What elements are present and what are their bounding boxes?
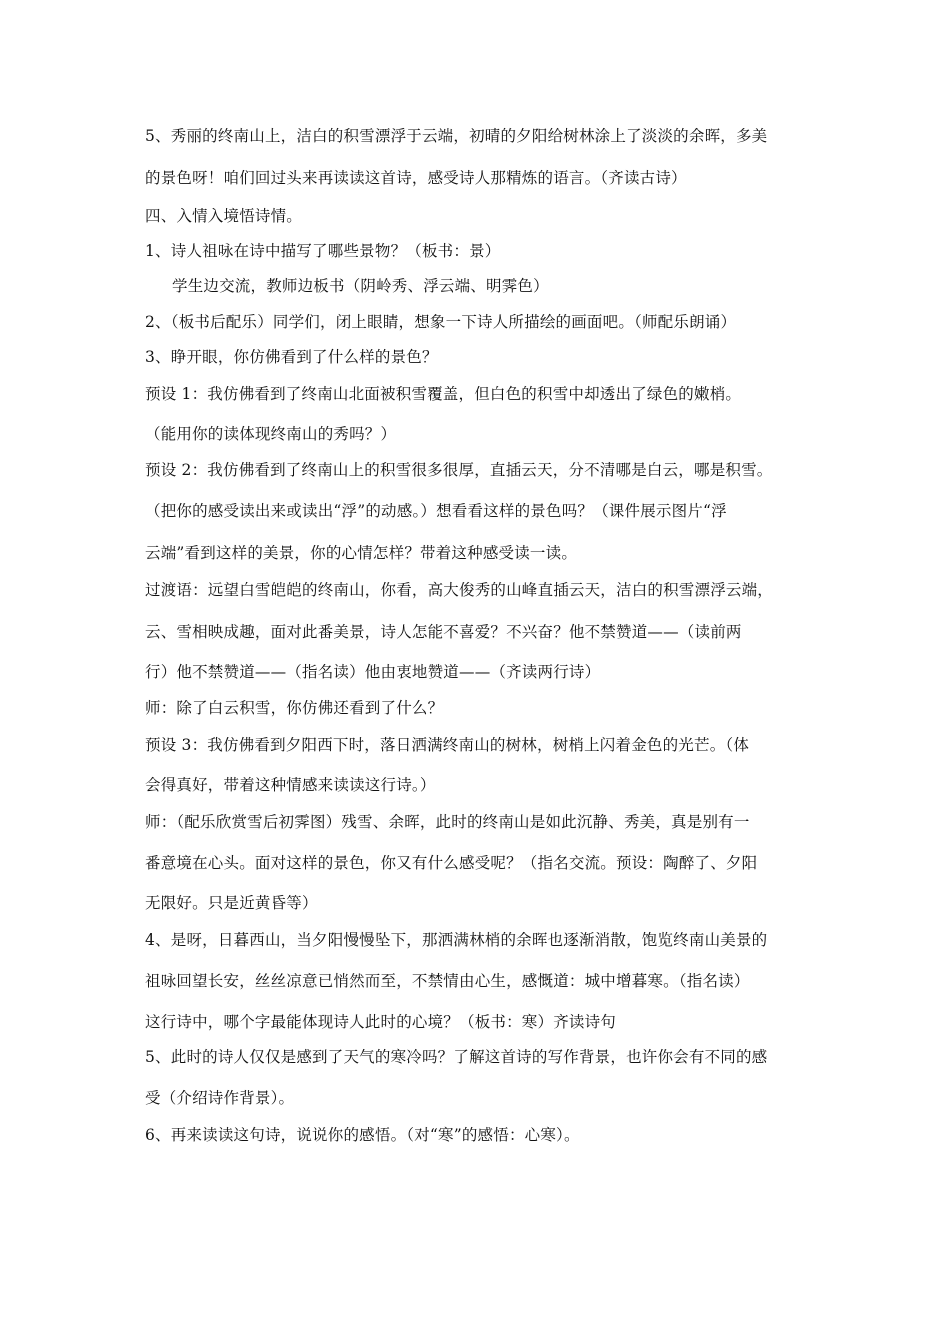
- text-line: 预设 2：我仿佛看到了终南山上的积雪很多很厚，直插云天，分不清哪是白云，哪是积雪。: [145, 461, 773, 479]
- text-line: 5、秀丽的终南山上，洁白的积雪漂浮于云端，初晴的夕阳给树林涂上了淡淡的余晖，多美: [145, 127, 768, 145]
- text-line: 云、雪相映成趣，面对此番美景，诗人怎能不喜爱？不兴奋？他不禁赞道——（读前两: [145, 623, 742, 641]
- text-line: 2、（板书后配乐）同学们，闭上眼睛，想象一下诗人所描绘的画面吧。（师配乐朗诵）: [145, 313, 737, 331]
- text-line: 师：除了白云积雪，你仿佛还看到了什么？: [145, 699, 444, 717]
- text-line: 会得真好，带着这种情感来读读这行诗。）: [145, 776, 436, 794]
- text-line: 5、此时的诗人仅仅是感到了天气的寒冷吗？了解这首诗的写作背景，也许你会有不同的感: [145, 1048, 768, 1066]
- text-line: 预设 3：我仿佛看到夕阳西下时，落日洒满终南山的树林，树梢上闪着金色的光芒。（体: [145, 736, 750, 754]
- text-line: 行）他不禁赞道——（指名读）他由衷地赞道——（齐读两行诗）: [145, 663, 601, 681]
- text-line: 师：（配乐欣赏雪后初霁图）残雪、余晖，此时的终南山是如此沉静、秀美，真是别有一: [145, 813, 750, 831]
- text-line: 预设 1：我仿佛看到了终南山北面被积雪覆盖，但白色的积雪中却透出了绿色的嫩梢。: [145, 385, 742, 403]
- text-line: 学生边交流，教师边板书（阴岭秀、浮云端、明霁色）: [172, 277, 549, 295]
- text-line: 3、睁开眼，你仿佛看到了什么样的景色？: [145, 348, 438, 366]
- text-line: 1、诗人祖咏在诗中描写了哪些景物？（板书：景）: [145, 242, 501, 260]
- text-line: 的景色呀！咱们回过头来再读读这首诗，感受诗人那精炼的语言。（齐读古诗）: [145, 169, 687, 187]
- text-line: 6、再来读读这句诗，说说你的感悟。（对“寒”的感悟：心寒）。: [145, 1126, 580, 1144]
- section-heading: 四、入情入境悟诗情。: [145, 207, 303, 225]
- text-line: 番意境在心头。面对这样的景色，你又有什么感受呢？（指名交流。预设：陶醉了、夕阳: [145, 854, 758, 872]
- text-line: 云端”看到这样的美景，你的心情怎样？带着这种感受读一读。: [145, 544, 578, 562]
- text-line: 过渡语：远望白雪皑皑的终南山，你看，高大俊秀的山峰直插云天，洁白的积雪漂浮云端，: [145, 581, 774, 599]
- text-line: 4、是呀，日暮西山，当夕阳慢慢坠下，那洒满林梢的余晖也逐渐消散，饱览终南山美景的: [145, 931, 768, 949]
- text-line: （把你的感受读出来或读出“浮”的动感。）想看看这样的景色吗？（课件展示图片“浮: [145, 502, 727, 520]
- text-line: 无限好。只是近黄昏等）: [145, 894, 318, 912]
- text-line: （能用你的读体现终南山的秀吗？）: [145, 425, 397, 443]
- text-line: 祖咏回望长安，丝丝凉意已悄然而至，不禁情由心生，感慨道：城中增暮寒。（指名读）: [145, 972, 750, 990]
- text-line: 这行诗中，哪个字最能体现诗人此时的心境？（板书：寒）齐读诗句: [145, 1013, 617, 1031]
- text-line: 受（介绍诗作背景）。: [145, 1089, 295, 1107]
